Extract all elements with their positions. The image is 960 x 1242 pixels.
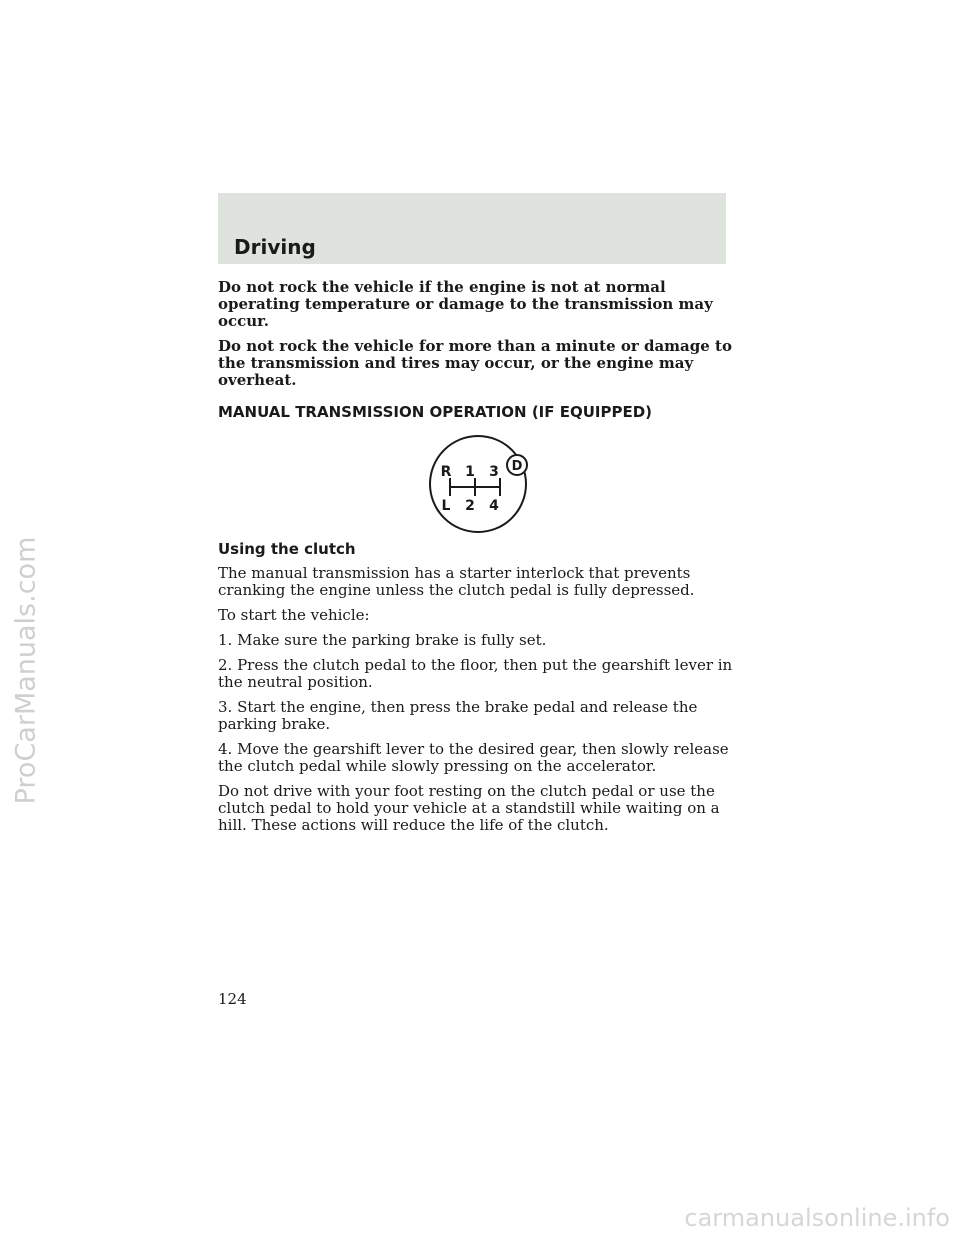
gear-label-r: R [440, 464, 452, 480]
gear-shift-diagram [218, 421, 738, 541]
body-paragraph-2: To start the vehicle: [218, 606, 370, 624]
gear-label-4: 4 [489, 498, 499, 514]
gear-label-d: D [511, 459, 523, 474]
subheading-using-clutch: Using the clutch [218, 540, 356, 558]
gear-label-2: 2 [465, 498, 475, 514]
body-paragraph-clutch-advice: Do not drive with your foot resting on the clutch pedal or use the clutch pedal to hold your vehicle at a standstill while waiting on a hill. These actions will reduce the life of the clutch. [218, 782, 720, 834]
page-number: 124 [218, 990, 247, 1008]
section-title: Driving [234, 235, 316, 259]
step-3: 3. Start the engine, then press the brake pedal and release the parking brake. [218, 698, 698, 733]
section-header [218, 193, 726, 264]
gear-shift-pattern-icon [426, 432, 530, 536]
page-content [218, 279, 738, 842]
section-heading: MANUAL TRANSMISSION OPERATION (IF EQUIPPED) [218, 403, 653, 421]
body-paragraph-1: The manual transmission has a starter interlock that prevents cranking the engine unless the clutch pedal is fully depressed. [218, 564, 695, 599]
step-1: 1. Make sure the parking brake is fully set. [218, 631, 547, 649]
footer-watermark-text: carmanualsonline.info [684, 1204, 950, 1232]
side-watermark [6, 470, 46, 870]
side-watermark-text: ProCarManuals.com [10, 536, 42, 804]
shift-knob-outline [430, 436, 526, 532]
step-2: 2. Press the clutch pedal to the floor, then put the gearshift lever in the neutral position. [218, 656, 733, 691]
gear-label-1: 1 [465, 464, 475, 480]
footer-watermark [0, 1204, 960, 1232]
warning-paragraph-2: Do not rock the vehicle for more than a minute or damage to the transmission and tires may occur, or the engine may overheat. [218, 337, 732, 389]
warning-paragraph-1: Do not rock the vehicle if the engine is not at normal operating temperature or damage to the transmission may occur. [218, 278, 713, 330]
gear-label-3: 3 [489, 464, 499, 480]
gear-label-l: L [441, 498, 451, 514]
step-4: 4. Move the gearshift lever to the desired gear, then slowly release the clutch pedal while slowly pressing on the accelerator. [218, 740, 729, 775]
